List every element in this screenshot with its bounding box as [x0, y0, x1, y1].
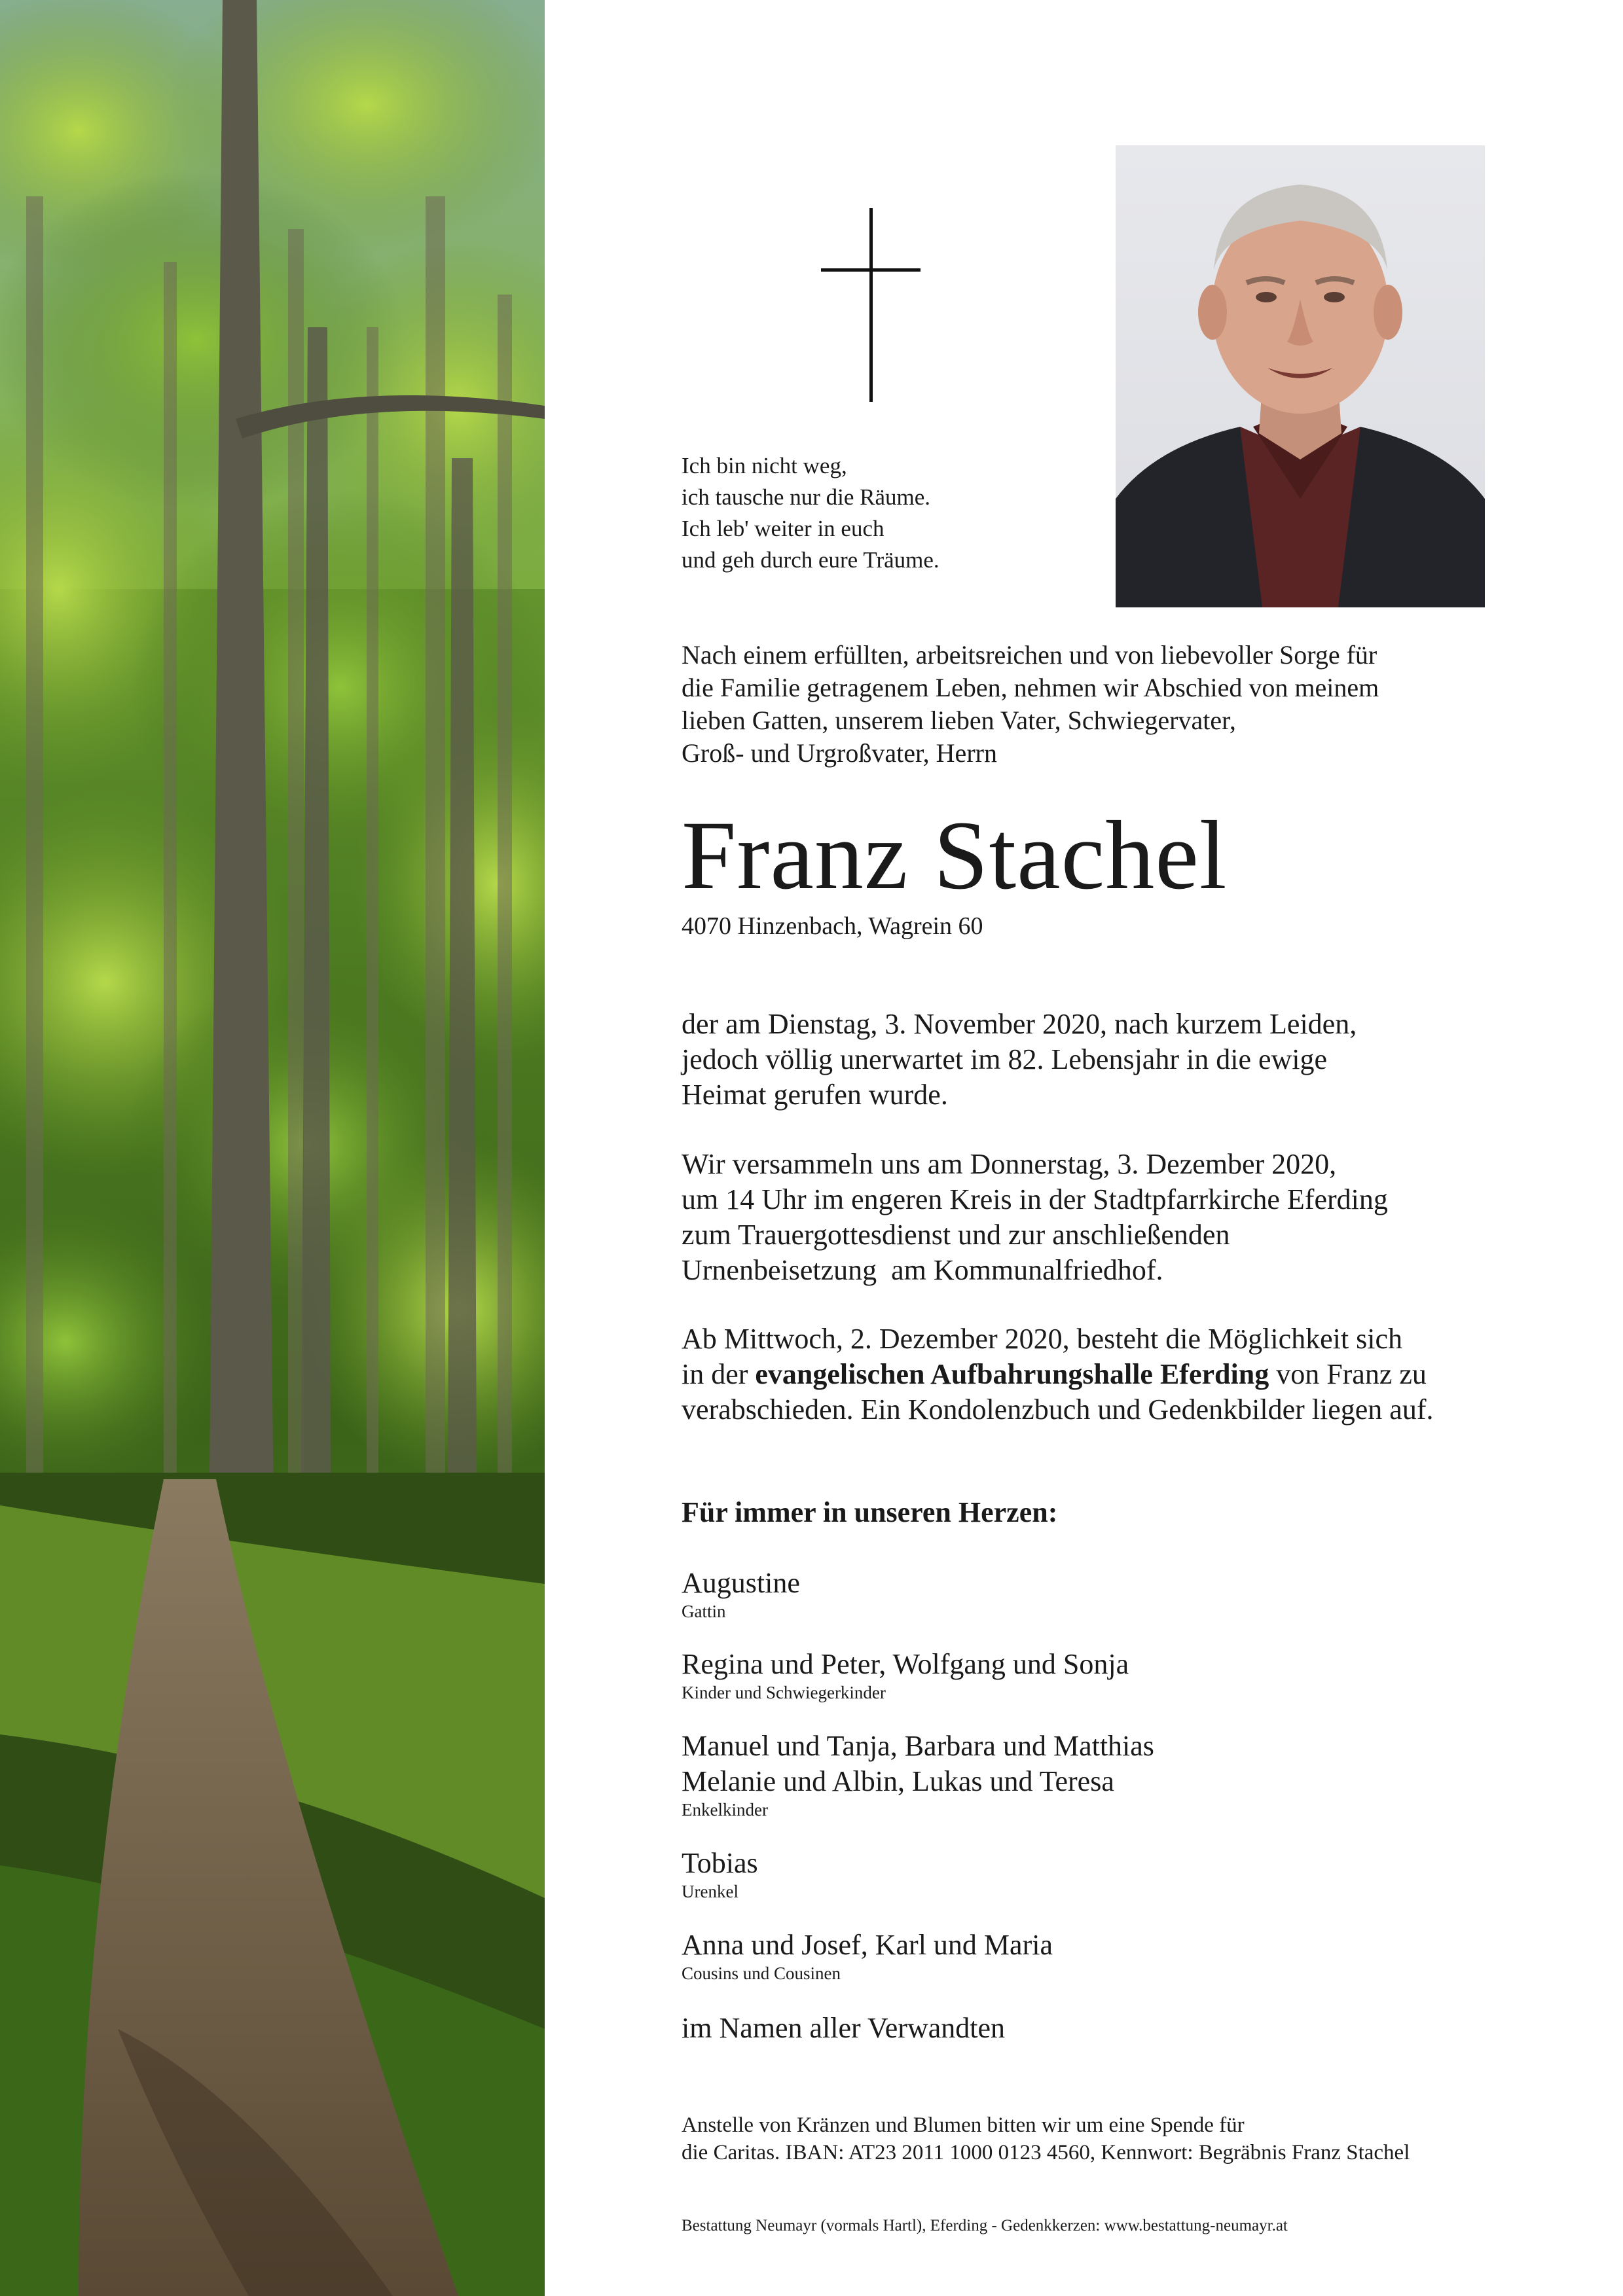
mourner-names: Augustine [682, 1567, 800, 1599]
paragraph-line: jedoch völlig unerwartet im 82. Lebensjahr in die ewige [682, 1043, 1328, 1075]
mourner-role: Cousins und Cousinen [682, 1964, 841, 1983]
mourner-names: Regina und Peter, Wolfgang und Sonja [682, 1648, 1129, 1680]
donation-note [682, 2111, 1410, 2166]
donation-line: die Caritas. IBAN: AT23 2011 1000 0123 4560, Kennwort: Begräbnis Franz Stachel [682, 2141, 1410, 2164]
poem-line: Ich bin nicht weg, [682, 453, 847, 478]
deceased-address: 4070 Hinzenbach, Wagrein 60 [682, 912, 983, 940]
mourner-group [682, 1566, 800, 1622]
paragraph-line: verabschieden. Ein Kondolenzbuch und Gedenkbilder liegen auf. [682, 1393, 1434, 1426]
mourner-names: Melanie und Albin, Lukas und Teresa [682, 1765, 1114, 1797]
intro-line: Groß- und Urgroßvater, Herrn [682, 738, 997, 768]
intro-line: die Familie getragenem Leben, nehmen wir Abschied von meinem [682, 673, 1379, 702]
donation-line: Anstelle von Kränzen und Blumen bitten wir um eine Spende für [682, 2113, 1245, 2137]
intro-line: lieben Gatten, unserem lieben Vater, Schwiegervater, [682, 706, 1236, 735]
cross-icon [821, 208, 921, 402]
poem-line: ich tausche nur die Räume. [682, 484, 931, 510]
mourner-group [682, 1729, 1154, 1820]
mourner-group [682, 1846, 758, 1902]
mourners-heading: Für immer in unseren Herzen: [682, 1496, 1058, 1528]
poem [682, 450, 939, 576]
viewing-location: evangelischen Aufbahrungshalle Eferding [755, 1358, 1269, 1390]
mourner-names: Manuel und Tanja, Barbara und Matthias [682, 1730, 1154, 1762]
service-paragraph [682, 1147, 1559, 1288]
paragraph-line: der am Dienstag, 3. November 2020, nach kurzem Leiden, [682, 1008, 1357, 1040]
forest-illustration [0, 0, 545, 2296]
intro-line: Nach einem erfüllten, arbeitsreichen und von liebevoller Sorge für [682, 640, 1377, 670]
viewing-text: von Franz zu [1269, 1358, 1427, 1390]
paragraph-line: Urnenbeisetzung am Kommunalfriedhof. [682, 1254, 1163, 1286]
footer-credit: Bestattung Neumayr (vormals Hartl), Eferding - Gedenkkerzen: www.bestattung-neumayr.at [682, 2217, 1288, 2234]
mourner-names: Anna und Josef, Karl und Maria [682, 1929, 1053, 1961]
paragraph-line: Wir versammeln uns am Donnerstag, 3. Dezember 2020, [682, 1148, 1337, 1180]
paragraph-line: Ab Mittwoch, 2. Dezember 2020, besteht die Möglichkeit sich [682, 1323, 1402, 1355]
poem-line: Ich leb' weiter in euch [682, 516, 884, 541]
mourner-group [682, 1647, 1129, 1703]
paragraph-line: Heimat gerufen wurde. [682, 1079, 948, 1111]
mourner-role: Enkelkinder [682, 1800, 768, 1820]
viewing-paragraph [682, 1321, 1559, 1427]
intro-text [682, 639, 1500, 770]
poem-line: und geh durch eure Träume. [682, 547, 939, 573]
viewing-text: in der [682, 1358, 756, 1390]
mourner-role: Kinder und Schwiegerkinder [682, 1683, 886, 1702]
portrait-illustration [1116, 145, 1485, 607]
mourner-role: Urenkel [682, 1882, 739, 1901]
paragraph-line: um 14 Uhr im engeren Kreis in der Stadtpfarrkirche Eferding [682, 1183, 1388, 1215]
closing-line: im Namen aller Verwandten [682, 2012, 1006, 2044]
forest-photo [0, 0, 545, 2296]
paragraph-line [682, 1357, 1559, 1392]
mourner-role: Gattin [682, 1602, 726, 1621]
death-paragraph [682, 1007, 1559, 1113]
mourner-group [682, 1928, 1053, 1984]
mourner-names: Tobias [682, 1847, 758, 1879]
deceased-name: Franz Stachel [682, 801, 1228, 910]
portrait-photo [1116, 145, 1485, 607]
paragraph-line: zum Trauergottesdienst und zur anschließenden [682, 1219, 1230, 1251]
